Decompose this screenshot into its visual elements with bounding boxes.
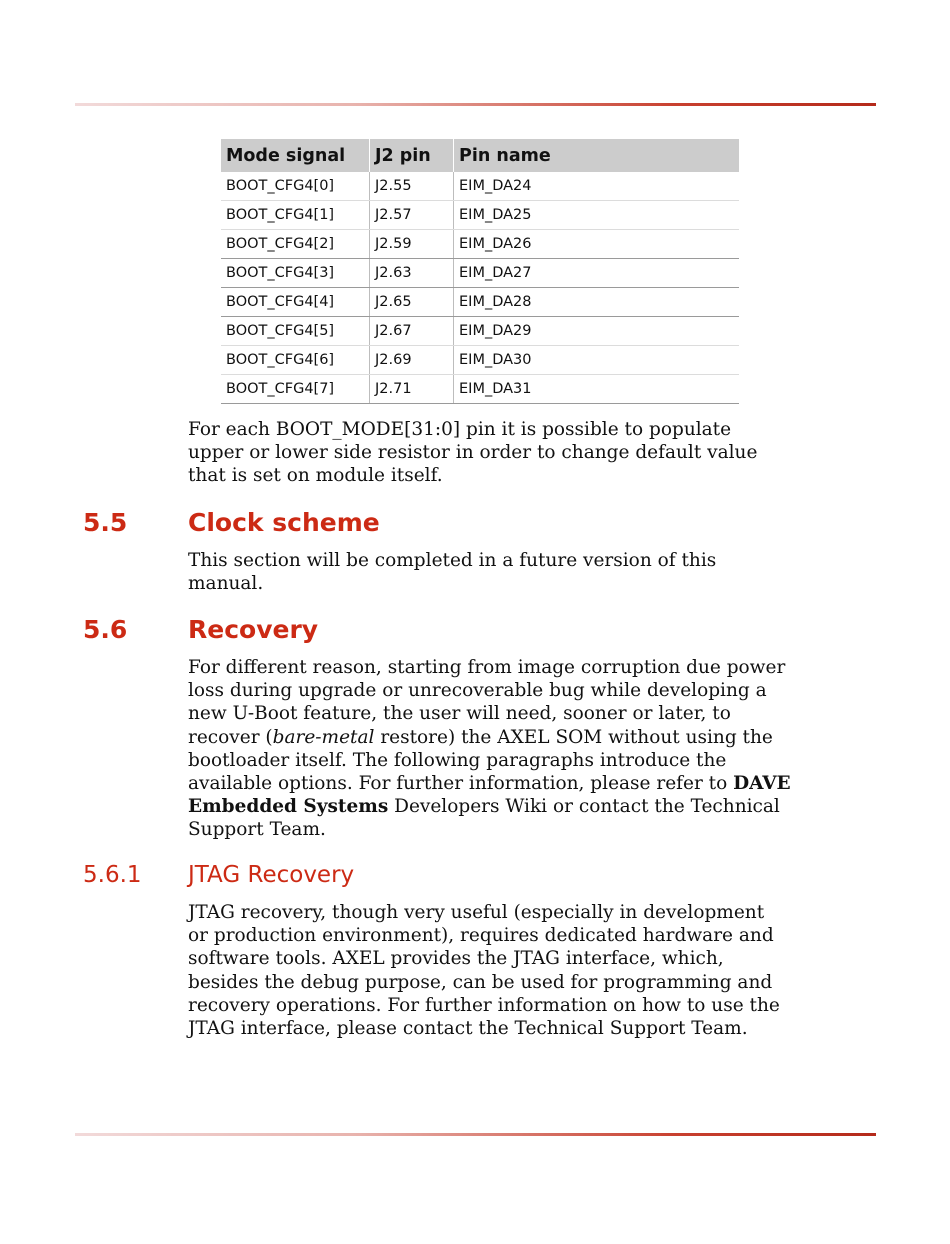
text-fragment: available options. For further information, please refer to [188, 773, 734, 795]
text-line: upper or lower side resistor in order to change default value [188, 442, 758, 464]
table-cell: J2.63 [370, 259, 454, 288]
section-title: Clock scheme [188, 508, 380, 537]
clock-scheme-paragraph [188, 549, 828, 595]
table-cell: BOOT_CFG4[5] [221, 317, 370, 346]
boot-mode-paragraph [188, 418, 828, 488]
text-line: loss during upgrade or unrecoverable bug while developing a [188, 680, 767, 702]
text-line: new U-Boot feature, the user will need, sooner or later, to [188, 703, 731, 725]
table-header-row [221, 139, 739, 172]
text-line: JTAG recovery, though very useful (especially in development [188, 902, 765, 923]
section-number: 5.6.1 [83, 862, 142, 888]
table-cell: BOOT_CFG4[2] [221, 230, 370, 259]
table-cell: BOOT_CFG4[7] [221, 375, 370, 404]
recovery-paragraph [188, 656, 828, 842]
table-row [221, 288, 739, 317]
table-cell: J2.67 [370, 317, 454, 346]
text-fragment: Developers Wiki or contact the Technical [388, 796, 780, 818]
footer-rule [75, 1133, 876, 1136]
table-cell: EIM_DA24 [454, 172, 740, 201]
table-cell: J2.57 [370, 201, 454, 230]
table-cell: J2.71 [370, 375, 454, 404]
text-line: For each BOOT_MODE[31:0] pin it is possible to populate [188, 419, 732, 440]
table-cell: BOOT_CFG4[6] [221, 346, 370, 375]
table-cell: EIM_DA25 [454, 201, 740, 230]
table-cell: BOOT_CFG4[3] [221, 259, 370, 288]
company-name: Embedded Systems [188, 796, 389, 818]
table-cell: J2.69 [370, 346, 454, 375]
table-cell: BOOT_CFG4[1] [221, 201, 370, 230]
table-cell: J2.65 [370, 288, 454, 317]
text-line: This section will be completed in a future version of this [188, 550, 717, 571]
table-cell: EIM_DA31 [454, 375, 740, 404]
section-heading-recovery [83, 615, 318, 644]
text-line: software tools. AXEL provides the JTAG interface, which, [188, 948, 724, 970]
table-cell: EIM_DA29 [454, 317, 740, 346]
column-header: Mode signal [221, 139, 370, 172]
text-line: recovery operations. For further information on how to use the [188, 994, 780, 1016]
emphasis-text: bare-metal [272, 726, 375, 748]
text-fragment: restore) the AXEL SOM without using the [374, 726, 773, 748]
text-line: that is set on module itself. [188, 465, 443, 487]
table-cell: EIM_DA28 [454, 288, 740, 317]
table-row [221, 201, 739, 230]
table-cell: BOOT_CFG4[4] [221, 288, 370, 317]
company-name: DAVE [733, 773, 791, 795]
jtag-recovery-paragraph [188, 901, 828, 1040]
table-cell: BOOT_CFG4[0] [221, 172, 370, 201]
table-cell: J2.55 [370, 172, 454, 201]
section-number: 5.5 [83, 508, 128, 537]
section-title: JTAG Recovery [188, 862, 355, 888]
text-line: besides the debug purpose, can be used for programming and [188, 971, 773, 993]
table-row [221, 172, 739, 201]
column-header: Pin name [454, 139, 740, 172]
text-line: For different reason, starting from image corruption due power [188, 657, 786, 678]
table-cell: J2.59 [370, 230, 454, 259]
table-row [221, 259, 739, 288]
text-line: JTAG interface, please contact the Technical Support Team. [188, 1018, 748, 1040]
table-row [221, 317, 739, 346]
table-cell: EIM_DA26 [454, 230, 740, 259]
section-number: 5.6 [83, 615, 128, 644]
text-fragment: recover ( [188, 726, 273, 748]
section-title: Recovery [188, 615, 319, 644]
table-cell: EIM_DA30 [454, 346, 740, 375]
subsection-heading-jtag-recovery [83, 862, 354, 888]
text-line: manual. [188, 573, 264, 595]
text-line: or production environment), requires dedicated hardware and [188, 925, 774, 947]
header-rule [75, 103, 876, 106]
text-line: Support Team. [188, 819, 326, 841]
text-line: bootloader itself. The following paragraphs introduce the [188, 749, 727, 771]
table-row [221, 375, 739, 404]
table-row [221, 230, 739, 259]
section-heading-clock-scheme [83, 508, 380, 537]
column-header: J2 pin [370, 139, 454, 172]
table-cell: EIM_DA27 [454, 259, 740, 288]
table-row [221, 346, 739, 375]
boot-config-table [221, 139, 739, 404]
